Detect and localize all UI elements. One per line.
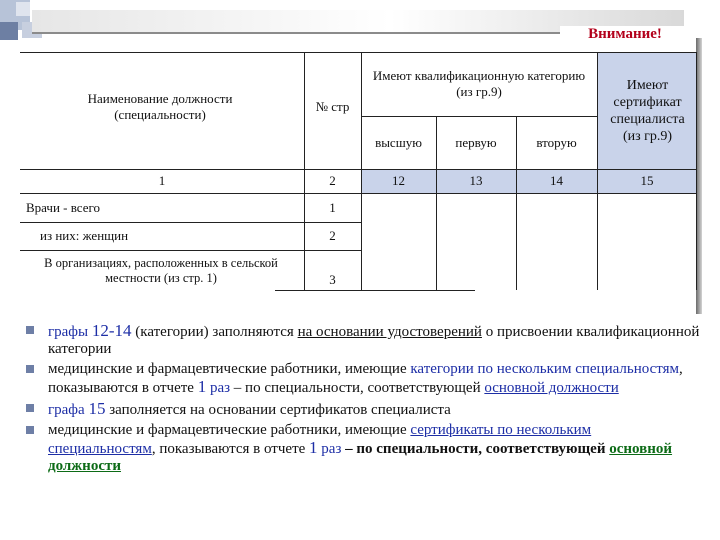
column-number: 14 <box>550 173 563 189</box>
column-number: 12 <box>392 173 405 189</box>
list-item: медицинские и фармацевтические работники, имеющие категории по нескольким специальностям, показываются в отчете 1 раз – по специальности, соответствующей основной должности <box>22 361 702 397</box>
header-category-highest: высшую <box>375 135 422 151</box>
list-item: графы 12-14 (категории) заполняются на основании удостоверений о присвоении квалификационной категории <box>22 322 702 358</box>
header-line-number: № стр <box>315 99 350 115</box>
column-number: 13 <box>469 173 483 189</box>
header-qualification-category: Имеют квалификационную категорию (из гр.9) <box>372 68 586 99</box>
warning-title: Внимание! <box>560 26 690 43</box>
list-item: графа 15 заполняется на основании сертификатов специалиста <box>22 400 702 419</box>
column-number: 2 <box>329 173 336 189</box>
row-line-number: 2 <box>329 228 336 244</box>
report-table <box>20 52 697 297</box>
bullet-icon <box>26 426 34 434</box>
row-women: из них: женщин <box>40 228 129 244</box>
header-specialist-certificate: Имеют сертификат специалиста (из гр.9) <box>610 78 685 144</box>
corner-decoration <box>0 22 18 40</box>
instructions-list <box>22 322 702 478</box>
bullet-icon <box>26 404 34 412</box>
column-number: 1 <box>158 173 166 189</box>
bullet-icon <box>26 365 34 373</box>
header-position-name: Наименование должности (специальности) <box>87 91 233 122</box>
bullet-icon <box>26 326 34 334</box>
row-rural: В организациях, расположенных в сельской местности (из стр. 1) <box>44 256 278 285</box>
row-doctors-total: Врачи - всего <box>26 199 101 215</box>
corner-decoration <box>16 2 30 16</box>
row-line-number: 3 <box>329 272 336 288</box>
row-line-number: 1 <box>329 199 336 215</box>
list-item: медицинские и фармацевтические работники, имеющие сертификаты по нескольким специальностям, показываются в отчете 1 раз – по специальности, соответствующей основной должности <box>22 422 702 475</box>
column-number: 15 <box>640 173 654 189</box>
header-category-second: вторую <box>536 135 577 151</box>
header-category-first: первую <box>455 135 497 151</box>
